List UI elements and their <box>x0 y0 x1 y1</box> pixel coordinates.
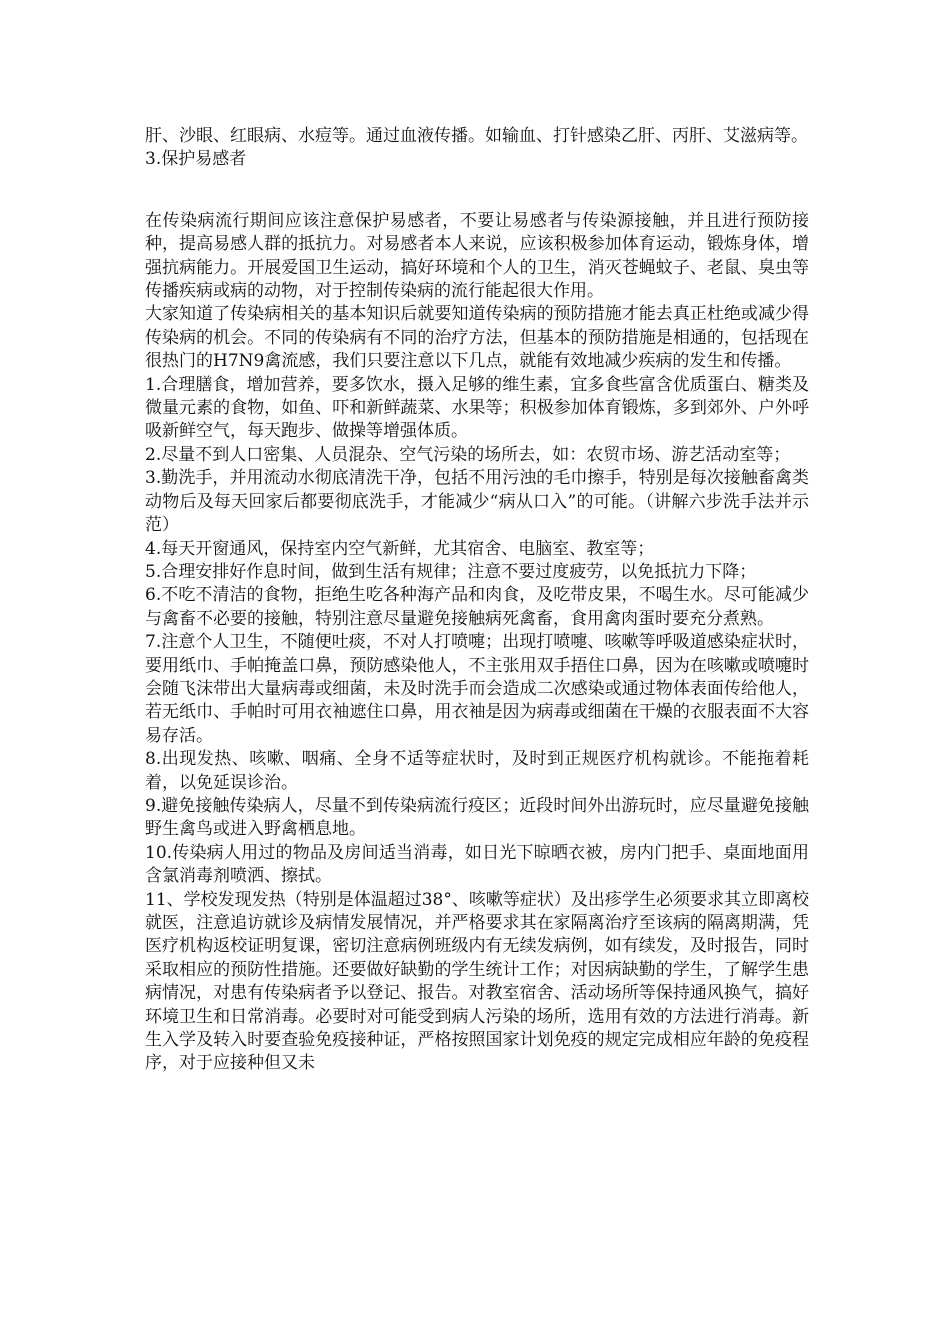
list-item-10: 10.传染病人用过的物品及房间适当消毒，如日光下晾晒衣被，房内门把手、桌面地面用含氯消毒剂喷洒、擦拭。 <box>145 842 809 887</box>
list-item-7: 7.注意个人卫生，不随便吐痰，不对人打喷嚏；出现打喷嚏、咳嗽等呼吸道感染症状时，要用纸巾、手帕掩盖口鼻，预防感染他人，不主张用双手捂住口鼻，因为在咳嗽或喷嚏时会随飞沫带出大量病毒或细菌，未及时洗手而会造成二次感染或通过物体表面传给他人，若无纸巾、手帕时可用衣袖遮住口鼻，用衣袖是因为病毒或细菌在干燥的衣服表面不大容易存活。 <box>145 632 809 746</box>
list-item-3: 3.勤洗手，并用流动水彻底清洗干净，包括不用污浊的毛巾擦手，特别是每次接触畜禽类动物后及每天回家后都要彻底洗手，才能减少“病从口入”的可能。（讲解六步洗手法并示范） <box>145 468 809 536</box>
list-item-8: 8.出现发热、咳嗽、咽痛、全身不适等症状时，及时到正规医疗机构就诊。不能拖着耗着，以免延误诊治。 <box>145 749 809 793</box>
paragraph-transmission-tail: 肝、沙眼、红眼病、水痘等。通过血液传播。如输血、打针感染乙肝、丙肝、艾滋病等。 <box>145 126 808 146</box>
list-item-11: 11、学校发现发热（特别是体温超过38°、咳嗽等症状）及出疹学生必须要求其立即离校就医，注意追访就诊及病情发展情况，并严格要求其在家隔离治疗至该病的隔离期满，凭医疗机构返校证明复课，密切注意病例班级内有无续发病例，如有续发，及时报告，同时采取相应的预防性措施。还要做好缺勤的学生统计工作；对因病缺勤的学生，了解学生患病情况，对患有传染病者予以登记、报告。对教室宿舍、活动场所等保持通风换气，搞好环境卫生和日常消毒。必要时对可能受到病人污染的场所，选用有效的方法进行消毒。新生入学及转入时要查验免疫接种证，严格按照国家计划免疫的规定完成相应年龄的免疫程序，对于应接种但又未 <box>145 889 809 1074</box>
heading-protect-susceptible: 3.保护易感者 <box>145 149 247 170</box>
paragraph-prevention-intro: 大家知道了传染病相关的基本知识后就要知道传染病的预防措施才能去真正杜绝或减少得传染病的机会。不同的传染病有不同的治疗方法，但基本的预防措施是相通的，包括现在很热门的H7N9禽流感，我们只要注意以下几点，就能有效地减少疾病的发生和传播。 <box>145 304 809 372</box>
list-item-9: 9.避免接触传染病人，尽量不到传染病流行疫区；近段时间外出游玩时，应尽量避免接触野生禽鸟或进入野禽栖息地。 <box>145 795 809 840</box>
list-item-2: 2.尽量不到人口密集、人员混杂、空气污染的场所去，如：农贸市场、游艺活动室等； <box>145 444 791 465</box>
list-item-1: 1.合理膳食，增加营养，要多饮水，摄入足够的维生素，宜多食些富含优质蛋白、糖类及微量元素的食物，如鱼、吓和新鲜蔬菜、水果等；积极参加体育锻炼，多到郊外、户外呼吸新鲜空气，每天跑步、做操等增强体质。 <box>145 374 809 442</box>
paragraph-protect-susceptible: 在传染病流行期间应该注意保护易感者，不要让易感者与传染源接触，并且进行预防接种，提高易感人群的抵抗力。对易感者本人来说，应该积极参加体育运动，锻炼身体，增强抗病能力。开展爱国卫生运动，搞好环境和个人的卫生，消灭苍蝇蚊子、老鼠、臭虫等传播疾病或病的动物，对于控制传染病的流行能起很大作用。 <box>145 210 809 302</box>
list-item-6: 6.不吃不清洁的食物，拒绝生吃各种海产品和肉食，及吃带皮果，不喝生水。尽可能减少与禽畜不必要的接触，特别注意尽量避免接触病死禽畜，食用禽肉蛋时要充分煮熟。 <box>145 585 809 629</box>
list-item-4: 4.每天开窗通风，保持室内空气新鲜，尤其宿舍、电脑室、教室等； <box>145 538 655 559</box>
blank-line <box>145 172 809 210</box>
document-body <box>145 125 809 1076</box>
list-item-5: 5.合理安排好作息时间，做到生活有规律；注意不要过度疲劳，以免抵抗力下降； <box>145 561 757 582</box>
